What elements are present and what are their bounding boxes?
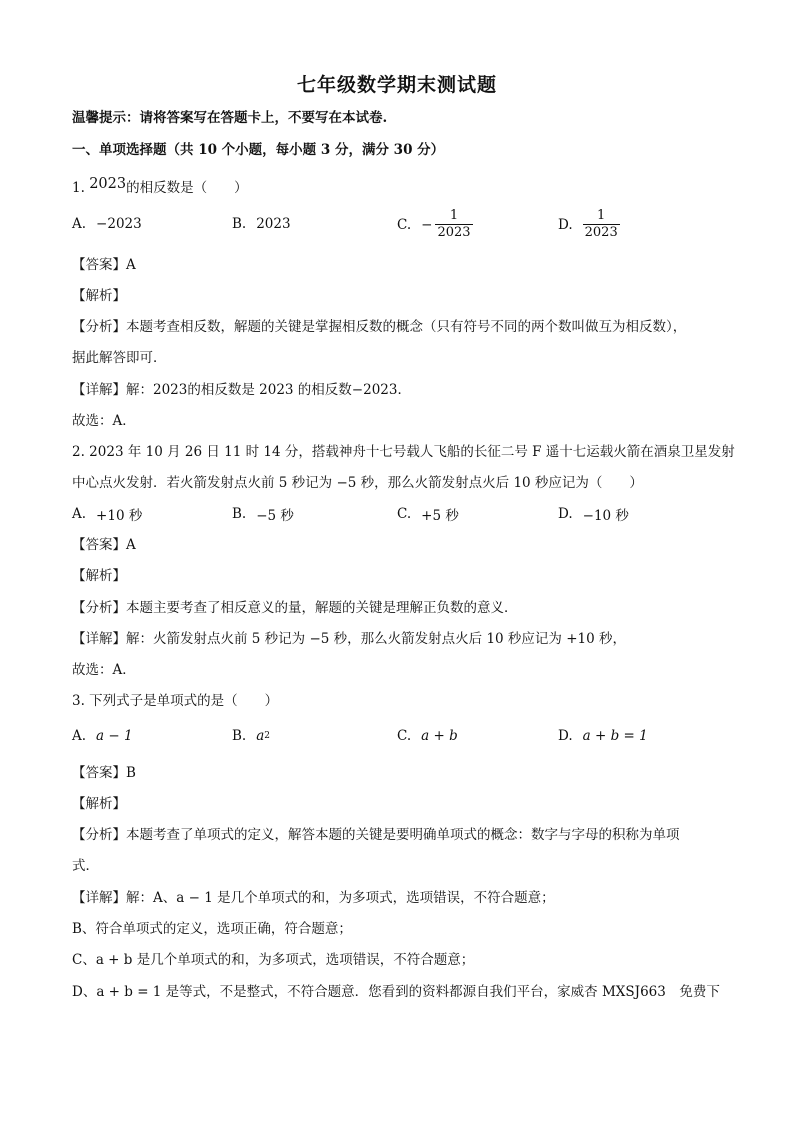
fraction — [583, 208, 620, 241]
answer-label: 【答案】 — [72, 537, 126, 553]
option-label: D. — [558, 506, 573, 522]
q3-answer — [72, 763, 136, 783]
fraction-numerator: 1 — [597, 208, 606, 223]
q1-fenxi-cont: 据此解答即可． — [72, 350, 167, 366]
option-label: C. — [397, 506, 412, 522]
fraction — [435, 208, 472, 241]
option-label: B. — [232, 728, 247, 744]
xiangjie-label: 【详解】 — [72, 631, 126, 647]
fenxi-text: 本题考查相反数，解题的关键是掌握相反数的概念（只有符号不同的两个数叫做互为相反数）， — [126, 319, 687, 335]
question-3: 3. 下列式子是单项式的是（ ） — [72, 693, 279, 709]
xiangjie-text: 解：火箭发射点火前 5 秒记为 −5 秒，那么火箭发射点火后 10 秒应记为 +10 秒， — [126, 631, 626, 647]
q1-number: 1. — [72, 180, 85, 196]
answer-value: A — [126, 537, 136, 553]
q3-option-a — [72, 728, 133, 744]
q1-options — [72, 208, 722, 238]
xiangjie-label: 【详解】 — [72, 890, 126, 906]
question-2-line2: 中心点火发射．若火箭发射点火前 5 秒记为 −5 秒，那么火箭发射点火后 10 秒应记为（ ） — [72, 475, 643, 491]
q1-lead: 2023 — [89, 176, 127, 192]
option-text: +5 秒 — [421, 508, 459, 524]
fenxi-text: 本题主要考查了相反意义的量，解题的关键是理解正负数的意义． — [126, 600, 518, 616]
fraction-numerator: 1 — [449, 208, 459, 223]
option-text: a + b — [421, 728, 458, 744]
answer-label: 【答案】 — [72, 257, 126, 273]
q2-option-d — [558, 504, 629, 524]
fenxi-text: 本题考查了单项式的定义，解答本题的关键是要明确单项式的概念：数字与字母的积称为单项 — [126, 827, 680, 843]
q1-option-c — [397, 208, 473, 241]
q3-option-d — [558, 728, 648, 744]
q2-fenxi — [72, 598, 518, 618]
notice: 温馨提示：请将答案写在答题卡上，不要写在本试卷. — [72, 110, 388, 126]
option-text: −2023 — [96, 216, 142, 232]
answer-value: B — [126, 765, 136, 781]
page-title: 七年级数学期末测试题 — [296, 74, 497, 96]
minus-sign: − — [421, 216, 433, 233]
q3-line-c: C、a + b 是几个单项式的和，为多项式，选项错误，不符合题意； — [72, 952, 475, 968]
option-label: D. — [558, 216, 573, 233]
fraction-denominator: 2023 — [437, 225, 471, 240]
q1-choose: 故选：A． — [72, 413, 136, 429]
q1-fenxi — [72, 317, 686, 337]
q3-xiangjie — [72, 888, 555, 908]
fenxi-label: 【分析】 — [72, 600, 126, 616]
q3-option-c — [397, 728, 458, 744]
option-label: A. — [72, 216, 87, 232]
q3-line-b: B、符合单项式的定义，选项正确，符合题意； — [72, 921, 352, 937]
option-label: B. — [232, 216, 247, 232]
q2-choose: 故选：A． — [72, 662, 136, 678]
option-text: +10 秒 — [96, 508, 143, 524]
q3-fenxi — [72, 825, 680, 845]
option-text: a − 1 — [96, 728, 133, 744]
xiangjie-text: 解：2023的相反数是 2023 的相反数−2023． — [126, 382, 411, 398]
xiangjie-label: 【详解】 — [72, 382, 126, 398]
q3-option-b — [232, 728, 270, 744]
q2-option-a — [72, 504, 142, 524]
option-base: a — [256, 728, 265, 744]
q3-fenxi-cont: 式． — [72, 858, 99, 874]
option-label: C. — [397, 216, 412, 233]
q2-analysis-label: 【解析】 — [72, 568, 126, 584]
answer-label: 【答案】 — [72, 765, 126, 781]
xiangjie-text: 解：A、a − 1 是几个单项式的和，为多项式，选项错误，不符合题意； — [126, 890, 555, 906]
q3-line-d: D、a + b = 1 是等式，不是整式，不符合题意．您看到的资料都源自我们平台，家威杏 MXSJ663 免费下 — [72, 984, 720, 1000]
q2-option-b — [232, 504, 294, 524]
q3-analysis-label: 【解析】 — [72, 796, 126, 812]
answer-value: A — [126, 257, 136, 273]
q1-option-b — [232, 216, 291, 232]
q2-option-c — [397, 504, 459, 524]
question-1 — [72, 178, 248, 198]
option-text: 2023 — [256, 216, 291, 232]
q1-text: 的相反数是（ ） — [126, 180, 248, 196]
option-exponent: 2 — [264, 731, 271, 741]
option-label: C. — [397, 728, 412, 744]
q1-analysis-label: 【解析】 — [72, 288, 126, 304]
option-label: A. — [72, 506, 87, 522]
section-heading: 一、单项选择题（共 10 个小题，每小题 3 分，满分 30 分） — [72, 142, 445, 158]
q1-answer — [72, 255, 136, 275]
option-label: B. — [232, 506, 247, 522]
q1-option-d — [558, 208, 620, 241]
option-text: −5 秒 — [256, 508, 294, 524]
fraction-denominator: 2023 — [584, 225, 618, 240]
q3-options — [72, 728, 722, 758]
fenxi-label: 【分析】 — [72, 827, 126, 843]
option-text: a + b = 1 — [582, 728, 648, 744]
q1-option-a — [72, 216, 142, 232]
option-text: −10 秒 — [582, 508, 629, 524]
fenxi-label: 【分析】 — [72, 319, 126, 335]
q2-options — [72, 504, 722, 534]
q2-xiangjie — [72, 629, 626, 649]
question-2-line1: 2. 2023 年 10 月 26 日 11 时 14 分，搭载神舟十七号载人飞船的长征二号 F 遥十七运载火箭在酒泉卫星发射 — [72, 444, 735, 460]
q1-xiangjie — [72, 380, 411, 400]
q2-answer — [72, 535, 136, 555]
option-label: D. — [558, 728, 573, 744]
option-label: A. — [72, 728, 87, 744]
